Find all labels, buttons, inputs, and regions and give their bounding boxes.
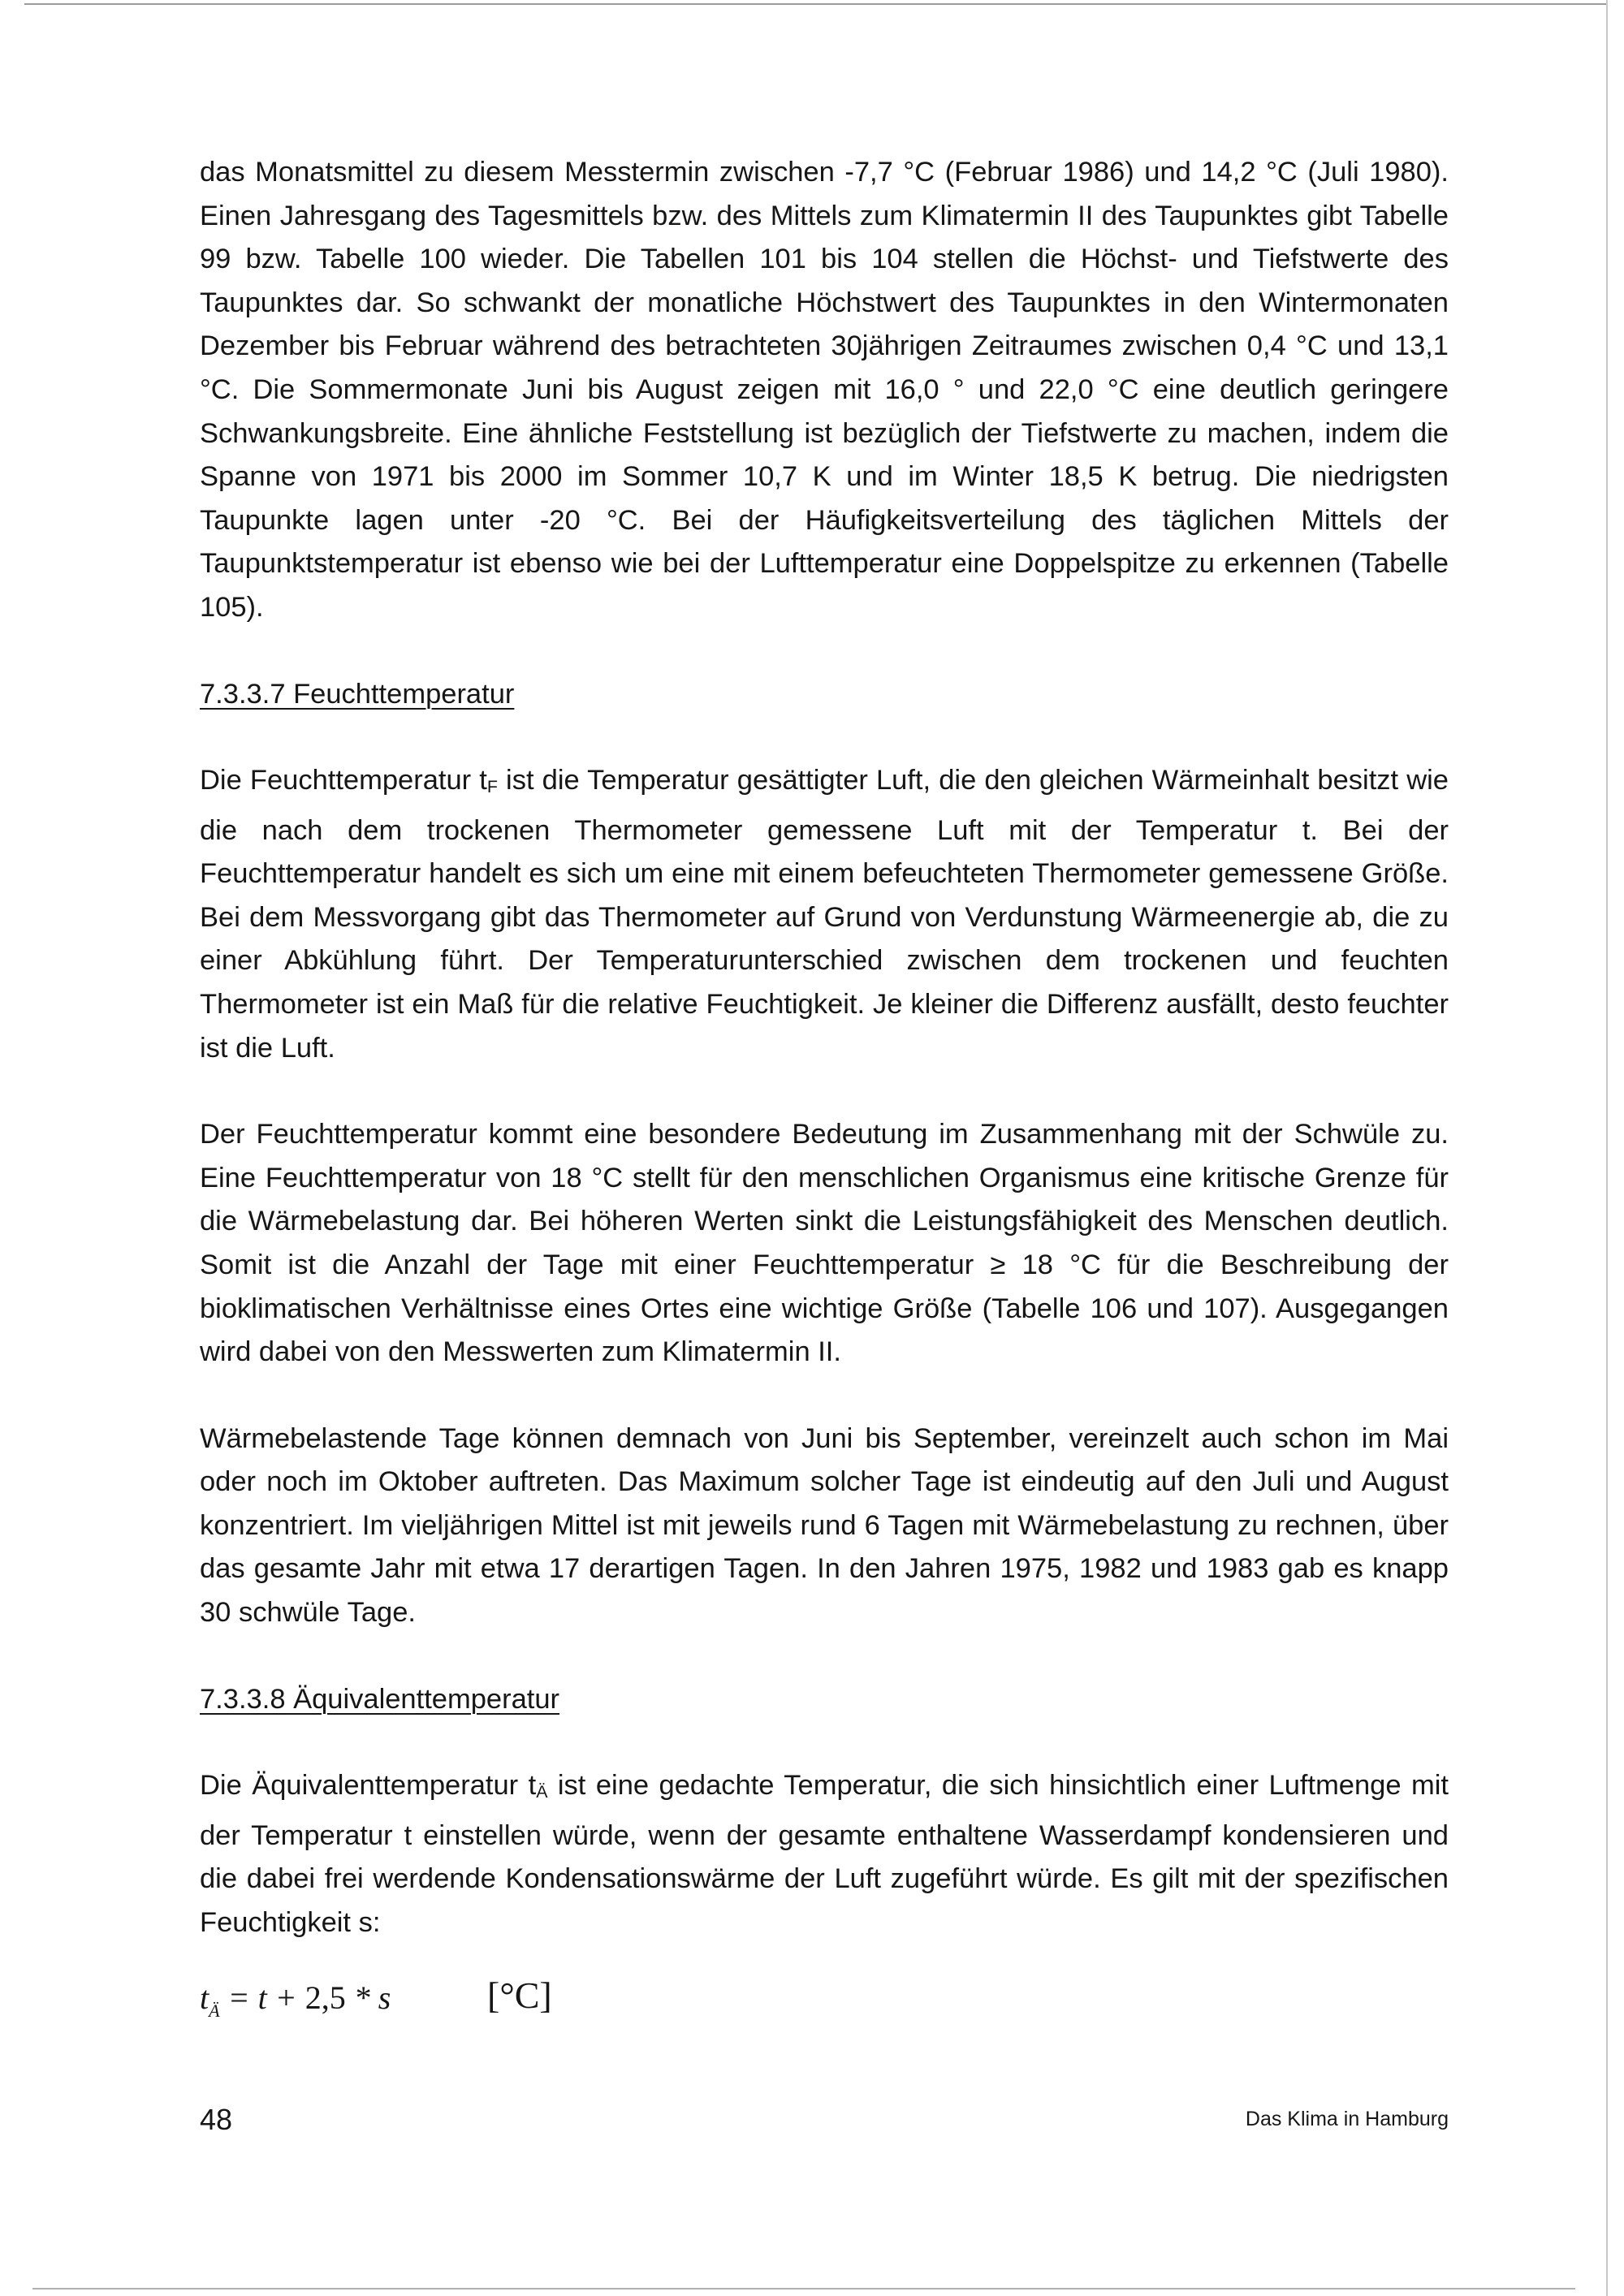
page-footer xyxy=(200,2103,1449,2143)
paragraph-feuchttemperatur-definition xyxy=(200,759,1449,1070)
formula-expression xyxy=(200,1979,391,2022)
paragraph-text-rest: ist die Temperatur gesättigter Luft, die den gleichen Wärmeinhalt besitzt wie die nach dem trockenen Thermometer gemessene Luft mit der Temperatur t. Bei der Feuchttemperatur handelt es sich um eine mit einem befeuchteten Thermometer gemessene Größe. Bei dem Messvorgang gibt das Thermometer auf Grund von Verdunstung Wärmeenergie ab, die zu einer Abkühlung führt. Der Temperaturunterschied zwischen dem trockenen und feuchten Thermometer ist ein Maß für die relative Feuchtigkeit. Je kleiner die Differenz ausfällt, desto feuchter ist die Luft. xyxy=(200,765,1449,1064)
formula-lhs-subscript: Ä xyxy=(209,2000,220,2022)
paragraph-taupunkt: das Monatsmittel zu diesem Messtermin zwischen -7,7 °C (Februar 1986) und 14,2 °C (Juli 1980). Einen Jahresgang des Tagesmittels bzw. des Mittels zum Klimatermin II des Taupunktes gibt Tabelle 99 bzw. Tabelle 100 wieder. Die Tabellen 101 bis 104 stellen die Höchst- und Tiefstwerte des Taupunktes dar. So schwankt der monatliche Höchstwert des Taupunktes in den Wintermonaten Dezember bis Februar während des betrachteten 30jährigen Zeitraumes zwischen 0,4 °C und 13,1 °C. Die Sommermonate Juni bis August zeigen mit 16,0 ° und 22,0 °C eine deutlich geringere Schwankungsbreite. Eine ähnliche Feststellung ist bezüglich der Tiefstwerte zu machen, indem die Spanne von 1971 bis 2000 im Sommer 10,7 K und im Winter 18,5 K betrug. Die niedrigsten Taupunkte lagen unter -20 °C. Bei der Häufigkeitsverteilung des täglichen Mittels der Taupunktstemperatur ist ebenso wie bei der Lufttemperatur eine Doppelspitze zu erkennen (Tabelle 105). xyxy=(200,157,1449,623)
scan-edge-right xyxy=(1606,0,1608,2296)
paragraph-waermebelastung: Wärmebelastende Tage können demnach von Juni bis September, vereinzelt auch schon im Mai oder noch im Oktober auftreten. Das Maximum solcher Tage ist eindeutig auf den Juli und August konzentriert. Im vieljährigen Mittel ist mit jeweils rund 6 Tagen mit Wärmebelastung zu rechnen, über das gesamte Jahr mit etwa 17 derartigen Tagen. In den Jahren 1975, 1982 und 1983 gab es knapp 30 schwüle Tage. xyxy=(200,1422,1449,1629)
scan-edge-top xyxy=(24,3,1608,5)
paragraph-schwuele: Der Feuchttemperatur kommt eine besondere Bedeutung im Zusammenhang mit der Schwüle zu. Eine Feuchttemperatur von 18 °C stellt für den menschlichen Organismus eine kritische Grenze für die Wärmebelastung dar. Bei höheren Werten sinkt die Leistungsfähigkeit des Menschen deutlich. Somit ist die Anzahl der Tage mit einer Feuchttemperatur ≥ 18 °C für die Beschreibung der bioklimatischen Verhältnisse eines Ortes eine wichtige Größe (Tabelle 106 und 107). Ausgegangen wird dabei von den Messwerten zum Klimatermin II. xyxy=(200,1119,1449,1368)
formula-lhs: t xyxy=(200,1979,209,2017)
section-heading-aequivalenttemperatur: 7.3.3.8 Äquivalenttemperatur xyxy=(200,1683,560,1715)
subscript-ae: Ä xyxy=(536,1782,548,1802)
formula-coefficient: 2,5 xyxy=(304,1979,346,2017)
formula-unit: [°C] xyxy=(487,1974,552,2017)
formula-rhs-part2: * s xyxy=(345,1979,391,2017)
page-body xyxy=(200,151,1449,2031)
paragraph-text-start: Die Feuchttemperatur t xyxy=(200,765,487,796)
subscript-f: F xyxy=(486,776,498,796)
page-number: 48 xyxy=(200,2103,233,2136)
paragraph-text-start: Die Äquivalenttemperatur t xyxy=(200,1770,537,1802)
formula-rhs-part1: = t + xyxy=(219,1979,305,2017)
formula xyxy=(200,1974,1449,2031)
scan-edge-bottom xyxy=(32,2288,1575,2290)
running-title: Das Klima in Hamburg xyxy=(1245,2108,1449,2130)
paragraph-text-rest: ist eine gedachte Temperatur, die sich hinsichtlich einer Luftmenge mit der Temperatur t einstellen würde, wenn der gesamte enthaltene Wasserdampf kondensieren und die dabei frei werdende Kondensationswärme der Luft zugeführt würde. Es gilt mit der spezifischen Feuchtigkeit s: xyxy=(200,1770,1449,1938)
section-heading-feuchttemperatur: 7.3.3.7 Feuchttemperatur xyxy=(200,678,515,710)
paragraph-aequivalenttemperatur-definition xyxy=(200,1764,1449,1944)
